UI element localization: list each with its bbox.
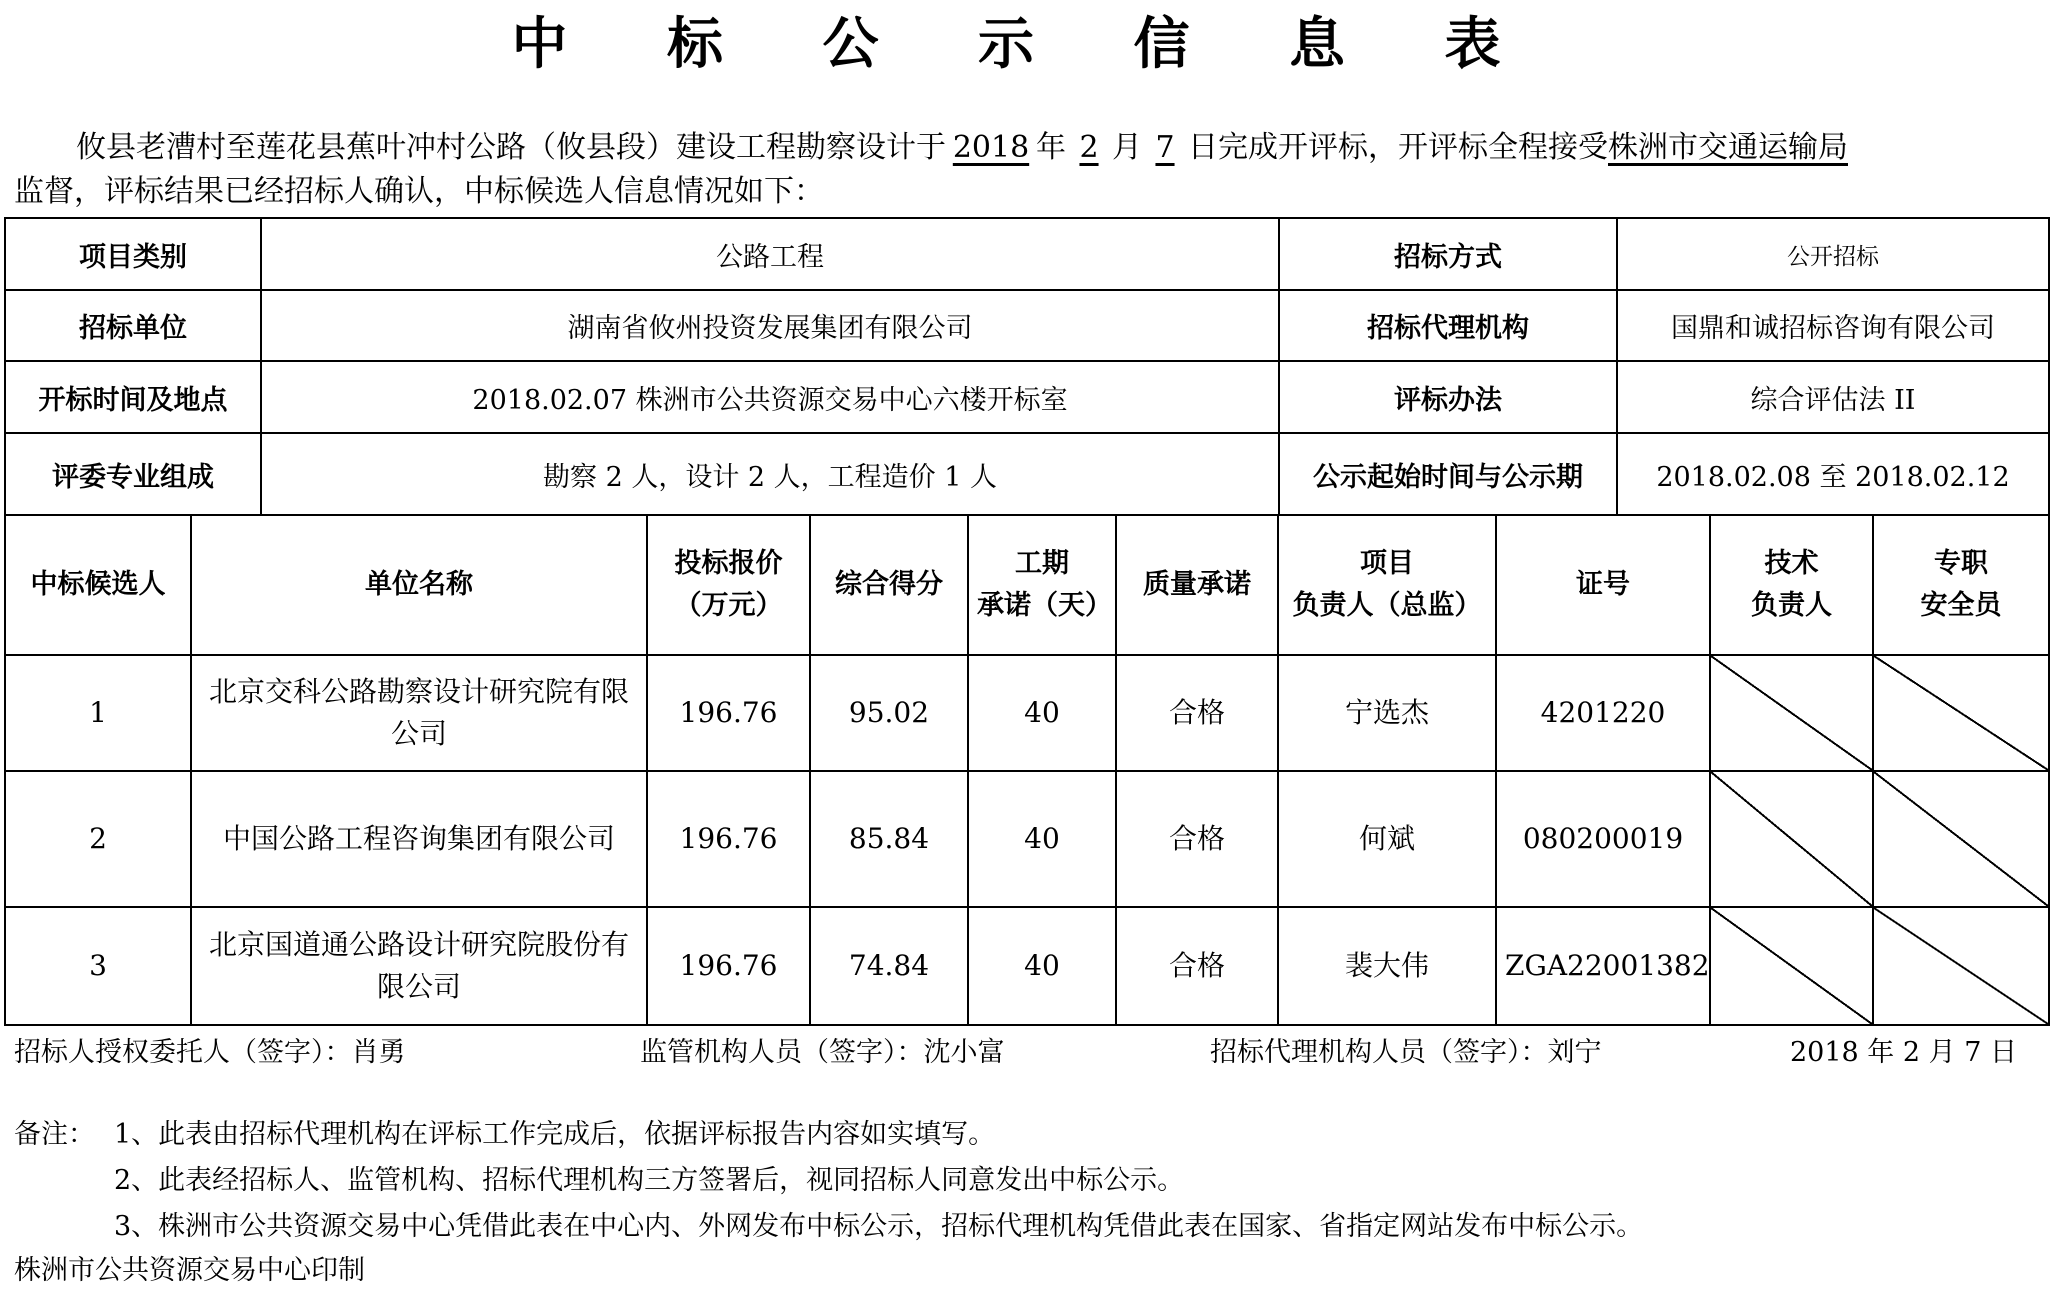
header-period: [968, 515, 1116, 655]
opening-label: 开标时间及地点: [5, 361, 261, 433]
header-quality: 质量承诺: [1116, 515, 1278, 655]
cell-quality: 合格: [1116, 771, 1278, 907]
info-row: [5, 290, 2049, 361]
candidates-table: [4, 514, 2050, 1026]
page-title: 中 标 公 示 信 息 表: [511, 12, 1541, 77]
method-value: 综合评估法 II: [1617, 361, 2049, 433]
intro-year: 2018: [952, 130, 1030, 165]
header-manager-line1: 项目: [1360, 548, 1414, 579]
agency-signature: 招标代理机构人员（签字）：刘宁: [1210, 1037, 1602, 1068]
cell-name: 北京国道通公路设计研究院股份有限公司: [191, 907, 647, 1025]
agency-value: 国鼎和诚招标咨询有限公司: [1617, 290, 2049, 361]
intro-paragraph: [14, 126, 2050, 214]
committee-value: 勘察 2 人，设计 2 人，工程造价 1 人: [261, 433, 1279, 515]
note-item: 3、株洲市公共资源交易中心凭借此表在中心内、外网发布中标公示，招标代理机构凭借此表在国家、省指定网站发布中标公示。: [114, 1211, 1644, 1242]
footer-printer: 株洲市公共资源交易中心印制: [14, 1255, 365, 1286]
cell-score: 85.84: [810, 771, 968, 907]
intro-text-c: 监督，评标结果已经招标人确认，中标候选人信息情况如下：: [14, 174, 824, 209]
cell-period: 40: [968, 771, 1116, 907]
cell-rank: 3: [5, 907, 191, 1025]
header-period-line1: 工期: [1015, 548, 1069, 579]
publicity-value: 2018.02.08 至 2018.02.12: [1617, 433, 2049, 515]
info-row: [5, 433, 2049, 515]
cell-price: 196.76: [647, 907, 810, 1025]
intro-supervisor: 株洲市交通运输局: [1608, 130, 1848, 165]
note-text: 1、此表由招标代理机构在评标工作完成后，依据评标报告内容如实填写。: [114, 1119, 996, 1150]
cell-name: 北京交科公路勘察设计研究院有限公司: [191, 655, 647, 771]
table-row: [5, 771, 2049, 907]
cell-manager: 宁选杰: [1278, 655, 1496, 771]
header-rank: 中标候选人: [5, 515, 191, 655]
table-row: [5, 907, 2049, 1025]
cell-tech-empty: [1710, 655, 1873, 771]
cell-score: 74.84: [810, 907, 968, 1025]
intro-year-label: 年: [1036, 130, 1066, 165]
note-item: 2、此表经招标人、监管机构、招标代理机构三方签署后，视同招标人同意发出中标公示。: [114, 1165, 1185, 1196]
header-cert: 证号: [1496, 515, 1710, 655]
cell-manager: 何斌: [1278, 771, 1496, 907]
header-period-line2: 承诺（天）: [977, 590, 1112, 621]
cell-price: 196.76: [647, 655, 810, 771]
cell-quality: 合格: [1116, 907, 1278, 1025]
bid-method-value: 公开招标: [1617, 218, 2049, 290]
intro-text-b: 日完成开评标，开评标全程接受: [1188, 130, 1608, 165]
cell-cert: ZGA22001382: [1496, 907, 1710, 1025]
header-manager: [1278, 515, 1496, 655]
cell-period: 40: [968, 655, 1116, 771]
cell-manager: 裴大伟: [1278, 907, 1496, 1025]
cell-cert: 4201220: [1496, 655, 1710, 771]
cell-period: 40: [968, 907, 1116, 1025]
header-tech-line2: 负责人: [1751, 590, 1832, 621]
agency-label: 招标代理机构: [1279, 290, 1617, 361]
cell-score: 95.02: [810, 655, 968, 771]
cell-tech-empty: [1710, 907, 1873, 1025]
header-safety: [1873, 515, 2049, 655]
tenderer-signature: 招标人授权委托人（签字）：肖勇: [14, 1037, 406, 1068]
cell-rank: 2: [5, 771, 191, 907]
cell-rank: 1: [5, 655, 191, 771]
method-label: 评标办法: [1279, 361, 1617, 433]
header-score: 综合得分: [810, 515, 968, 655]
cell-cert: 080200019: [1496, 771, 1710, 907]
note-item: [14, 1112, 1643, 1158]
cell-safety-empty: [1873, 771, 2049, 907]
signature-date: 2018 年 2 月 7 日: [1790, 1037, 2017, 1068]
header-tech-line1: 技术: [1764, 548, 1819, 579]
cell-tech-empty: [1710, 771, 1873, 907]
candidates-header-row: [5, 515, 2049, 655]
header-manager-line2: 负责人（总监）: [1292, 590, 1482, 621]
notes-section: [14, 1112, 1643, 1250]
cell-safety-empty: [1873, 907, 2049, 1025]
project-type-label: 项目类别: [5, 218, 261, 290]
cell-quality: 合格: [1116, 655, 1278, 771]
header-price: [647, 515, 810, 655]
cell-price: 196.76: [647, 771, 810, 907]
publicity-label: 公示起始时间与公示期: [1279, 433, 1617, 515]
table-row: [5, 655, 2049, 771]
tenderer-label: 招标单位: [5, 290, 261, 361]
header-name: 单位名称: [191, 515, 647, 655]
intro-day: 7: [1155, 130, 1175, 165]
header-tech: [1710, 515, 1873, 655]
header-safety-line1: 专职: [1934, 548, 1988, 579]
notes-label: 备注：: [14, 1119, 95, 1150]
bid-method-label: 招标方式: [1279, 218, 1617, 290]
cell-safety-empty: [1873, 655, 2049, 771]
header-price-line1: 投标报价: [674, 548, 783, 579]
intro-month-label: 月: [1112, 130, 1142, 165]
info-row: [5, 361, 2049, 433]
header-price-line2: （万元）: [674, 590, 783, 621]
committee-label: 评委专业组成: [5, 433, 261, 515]
cell-name: 中国公路工程咨询集团有限公司: [191, 771, 647, 907]
info-table: [4, 217, 2050, 516]
project-type-value: 公路工程: [261, 218, 1279, 290]
opening-value: 2018.02.07 株洲市公共资源交易中心六楼开标室: [261, 361, 1279, 433]
header-safety-line2: 安全员: [1920, 590, 2002, 621]
info-row: [5, 218, 2049, 290]
intro-month: 2: [1079, 130, 1099, 165]
supervisor-signature: 监管机构人员（签字）：沈小富: [640, 1037, 1005, 1068]
intro-text-a: 攸县老漕村至莲花县蕉叶冲村公路（攸县段）建设工程勘察设计于: [76, 130, 946, 165]
tenderer-value: 湖南省攸州投资发展集团有限公司: [261, 290, 1279, 361]
